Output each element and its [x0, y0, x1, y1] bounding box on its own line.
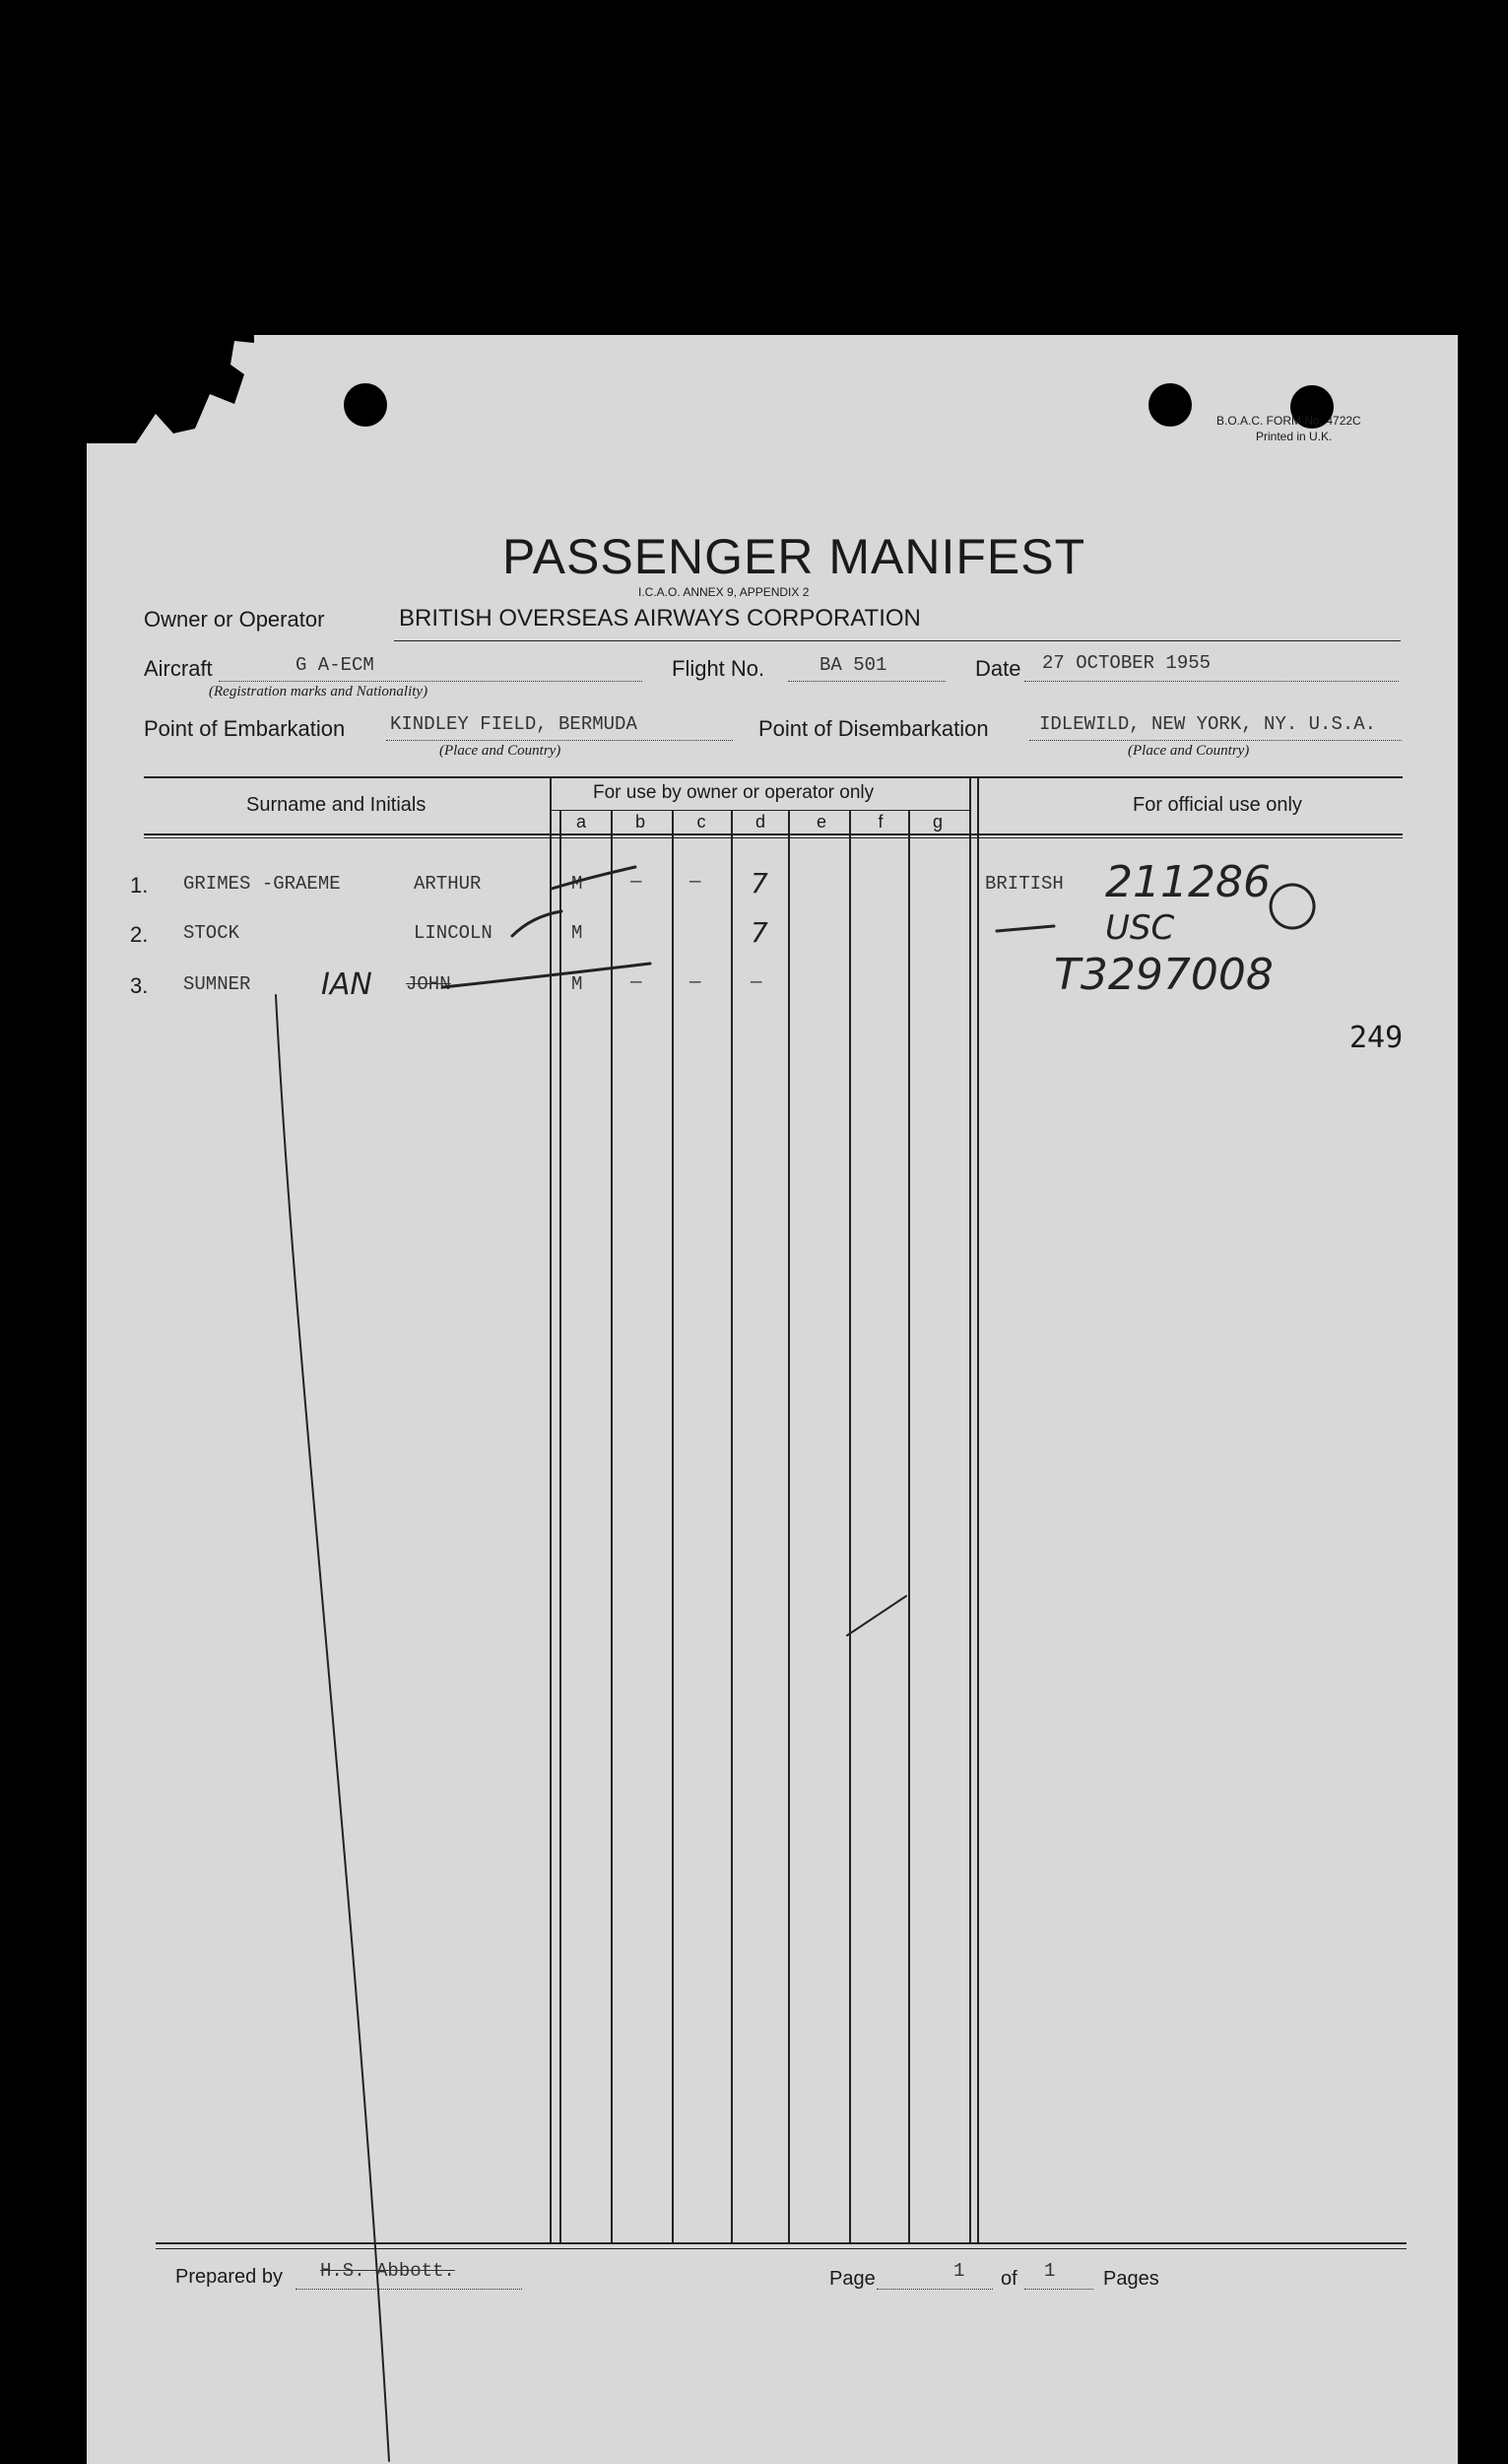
table-bottom-rule: [156, 2242, 1407, 2244]
row-given: JOHN: [406, 973, 451, 995]
col-official: For official use only: [1133, 794, 1302, 816]
col-e: e: [816, 812, 826, 832]
aircraft-value: G A-ECM: [295, 654, 374, 676]
row-num: 2.: [130, 922, 149, 947]
col-f: f: [878, 812, 884, 832]
date-label: Date: [975, 656, 1021, 681]
disembark-caption: (Place and Country): [1128, 743, 1250, 759]
form-code: B.O.A.C. FORM No. 4722C: [1216, 414, 1361, 428]
row-official-hand: USC: [1105, 908, 1175, 948]
row-col-a: M: [571, 922, 583, 944]
aircraft-label: Aircraft: [144, 656, 213, 681]
row-given: LINCOLN: [414, 922, 492, 944]
row-col-d: —: [751, 971, 762, 993]
embark-caption: (Place and Country): [439, 743, 561, 759]
row-surname: SUMNER: [183, 973, 251, 995]
prepared-label: Prepared by: [175, 2266, 283, 2288]
row-col-a: M: [571, 873, 583, 895]
row-surname: STOCK: [183, 922, 240, 944]
col-surname: Surname and Initials: [246, 794, 426, 816]
row-given-hand: IAN: [321, 967, 372, 1002]
embark-label: Point of Embarkation: [144, 716, 346, 741]
row-col-b: —: [630, 971, 642, 993]
row-col-d: 7: [751, 867, 768, 899]
col-owner-use: For use by owner or operator only: [593, 782, 875, 803]
owner-value: BRITISH OVERSEAS AIRWAYS CORPORATION: [399, 605, 921, 632]
col-g: g: [932, 812, 943, 832]
row-num: 1.: [130, 873, 149, 898]
row-official-hand: T3297008: [1054, 950, 1274, 1000]
flight-value: BA 501: [820, 654, 887, 676]
disembark-label: Point of Disembarkation: [758, 716, 989, 741]
page-number: 1: [953, 2260, 965, 2282]
printed-note: Printed in U.K.: [1256, 430, 1333, 443]
row-col-b: —: [630, 871, 642, 893]
row-col-d: 7: [751, 916, 768, 949]
disembark-value: IDLEWILD, NEW YORK, NY. U.S.A.: [1039, 713, 1377, 735]
row-official: BRITISH: [985, 873, 1064, 895]
date-value: 27 OCTOBER 1955: [1042, 652, 1212, 674]
page-title: PASSENGER MANIFEST: [502, 529, 1086, 584]
aircraft-caption: (Registration marks and Nationality): [209, 684, 428, 699]
col-d: d: [754, 812, 765, 832]
subtitle: I.C.A.O. ANNEX 9, APPENDIX 2: [638, 585, 810, 599]
row-surname: GRIMES -GRAEME: [183, 873, 341, 895]
row-official-hand: 211286: [1105, 857, 1271, 907]
row-num: 3.: [130, 973, 149, 998]
owner-label: Owner or Operator: [144, 607, 325, 632]
pages-label: Pages: [1103, 2268, 1159, 2290]
flight-label: Flight No.: [672, 656, 765, 681]
col-c: c: [696, 812, 706, 832]
page-label: Page: [829, 2268, 876, 2290]
embark-value: KINDLEY FIELD, BERMUDA: [390, 713, 637, 735]
prepared-value: H.S. Abbott.: [320, 2260, 455, 2282]
page-stamp: 249: [1349, 1021, 1404, 1055]
row-col-a: M: [571, 973, 583, 995]
page-total: 1: [1044, 2260, 1056, 2282]
row-col-c: —: [689, 971, 701, 993]
col-b: b: [634, 812, 645, 832]
col-a: a: [575, 812, 586, 832]
row-given: ARTHUR: [414, 873, 482, 895]
of-label: of: [1001, 2268, 1017, 2290]
row-col-c: —: [689, 871, 701, 893]
